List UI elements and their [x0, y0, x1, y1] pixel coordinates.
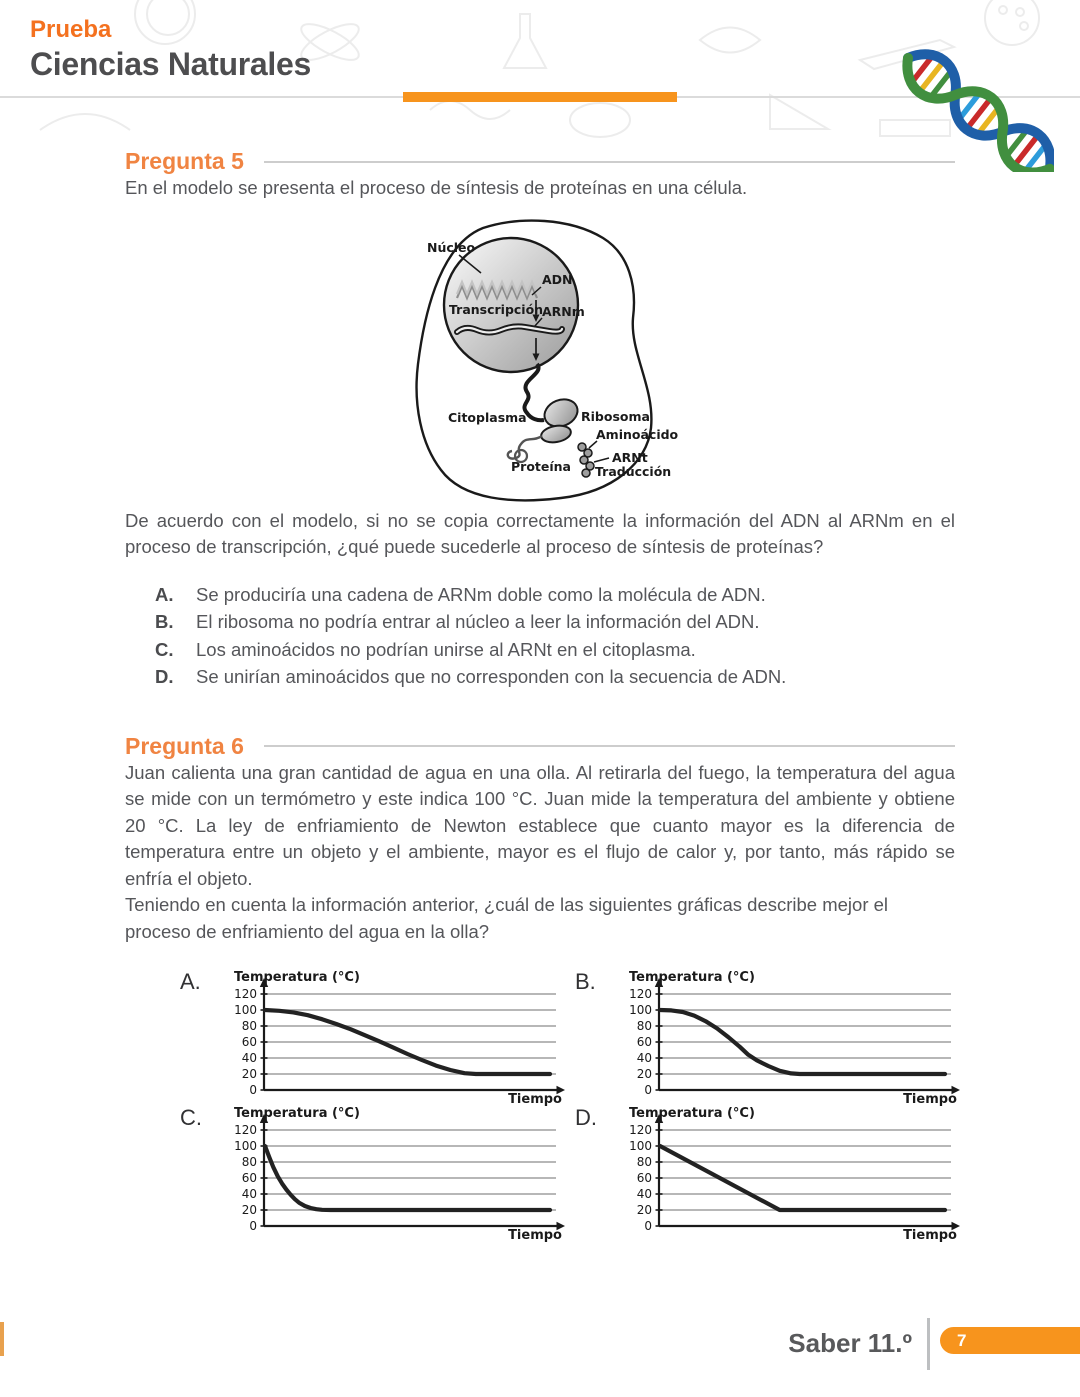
question-6-paragraph-1: Juan calienta una gran cantidad de agua en una olla. Al retirarla del fuego, la temperatura del agua se mide con un termómetro y este indica 100 °C. Juan mide la temperatura del ambiente y obtiene 20 °C. La ley de enfriamiento de Newton establece que cuanto mayor es la diferencia de temperatura entre un objeto y el ambiente, mayor es el flujo de calor y, por tanto, más rápido se enfría el objeto.	[125, 761, 955, 889]
svg-text:0: 0	[644, 1219, 652, 1234]
question-6-label: Pregunta 6	[125, 732, 244, 759]
left-edge-mark	[0, 1322, 4, 1356]
svg-text:80: 80	[636, 1019, 652, 1034]
option-b-letter: B.	[155, 611, 174, 632]
chart-option-label: B.	[575, 969, 596, 994]
svg-text:0: 0	[249, 1083, 257, 1098]
option-a	[125, 581, 955, 609]
svg-text:0: 0	[644, 1083, 652, 1098]
svg-text:60: 60	[636, 1171, 652, 1186]
question-5-options	[125, 581, 955, 691]
svg-text:120: 120	[234, 987, 257, 1002]
svg-text:60: 60	[636, 1035, 652, 1050]
label-traduccion: Traducción	[595, 463, 672, 479]
label-adn: ADN	[542, 271, 573, 287]
chart-y-title: Temperatura (°C)	[234, 1106, 360, 1121]
svg-text:40: 40	[241, 1051, 257, 1066]
label-proteina: Proteína	[511, 458, 571, 474]
answer-charts-grid	[180, 970, 955, 1242]
header-accent-bar	[403, 92, 677, 102]
svg-text:120: 120	[629, 1123, 652, 1138]
svg-text:0: 0	[249, 1219, 257, 1234]
svg-text:80: 80	[636, 1155, 652, 1170]
svg-text:60: 60	[241, 1171, 257, 1186]
question-5-heading	[125, 148, 955, 175]
label-nucleo: Núcleo	[427, 239, 476, 255]
question-5-text: De acuerdo con el modelo, si no se copia correctamente la información del ADN al ARNm en el proceso de transcripción, ¿qué puede sucederle al proceso de síntesis de proteínas?	[125, 509, 955, 557]
svg-text:40: 40	[241, 1187, 257, 1202]
svg-text:100: 100	[234, 1139, 257, 1154]
label-aminoacido: Aminoácido	[596, 426, 679, 442]
svg-text:100: 100	[629, 1139, 652, 1154]
option-c-letter: C.	[155, 638, 174, 660]
svg-text:60: 60	[241, 1035, 257, 1050]
option-d-text: Se unirían aminoácidos que no corresponden con la secuencia de ADN.	[196, 666, 787, 687]
option-d-letter: D.	[155, 666, 174, 687]
chart-option-label: D.	[575, 1105, 597, 1130]
option-a-text: Se produciría una cadena de ARNm doble como la molécula de ADN.	[196, 583, 766, 605]
chart-panel-d	[575, 1106, 970, 1242]
svg-text:20: 20	[636, 1067, 652, 1082]
question-6-paragraph-2: Teniendo en cuenta la información anterior, ¿cuál de las siguientes gráficas describe mejor el proceso de enfriamiento del agua en la olla?	[125, 894, 889, 942]
label-ribosoma: Ribosoma	[581, 408, 650, 424]
chart-d	[613, 1106, 963, 1242]
chart-x-label: Tiempo	[903, 1228, 957, 1242]
chart-option-label: C.	[180, 1105, 202, 1130]
svg-text:40: 40	[636, 1187, 652, 1202]
svg-text:100: 100	[234, 1003, 257, 1018]
question-5-intro: En el modelo se presenta el proceso de síntesis de proteínas en una célula.	[125, 177, 748, 198]
svg-text:40: 40	[636, 1051, 652, 1066]
svg-text:20: 20	[636, 1203, 652, 1218]
svg-text:100: 100	[629, 1003, 652, 1018]
chart-y-title: Temperatura (°C)	[629, 1106, 755, 1121]
svg-text:120: 120	[629, 987, 652, 1002]
question-5-rule	[264, 161, 955, 163]
option-b	[125, 608, 955, 636]
chart-panel-a	[180, 970, 575, 1106]
page-content	[0, 148, 1080, 1242]
header-kicker: Prueba	[30, 16, 112, 43]
svg-text:20: 20	[241, 1067, 257, 1082]
chart-b	[613, 970, 963, 1106]
question-6-heading	[125, 733, 955, 760]
chart-c	[218, 1106, 568, 1242]
option-c-text: Los aminoácidos no podrían unirse al ARNt en el citoplasma.	[196, 638, 696, 660]
label-transcripcion: Transcripción	[449, 301, 544, 317]
chart-panel-c	[180, 1106, 575, 1242]
chart-option-label: A.	[180, 969, 201, 994]
page-number-badge: 7	[940, 1327, 1080, 1354]
option-a-letter: A.	[155, 583, 174, 605]
chart-panel-b	[575, 970, 970, 1106]
label-arnt: ARNt	[612, 449, 648, 465]
svg-text:80: 80	[241, 1019, 257, 1034]
svg-text:20: 20	[241, 1203, 257, 1218]
label-citoplasma: Citoplasma	[448, 409, 527, 425]
protein-synthesis-diagram	[385, 208, 695, 508]
option-d	[125, 663, 955, 691]
chart-x-label: Tiempo	[903, 1092, 957, 1106]
option-b-text: El ribosoma no podría entrar al núcleo a leer la información del ADN.	[196, 611, 760, 632]
chart-a	[218, 970, 568, 1106]
chart-y-title: Temperatura (°C)	[629, 970, 755, 985]
label-arnm: ARNm	[542, 303, 585, 319]
chart-y-title: Temperatura (°C)	[234, 970, 360, 985]
chart-x-label: Tiempo	[508, 1092, 562, 1106]
question-6-rule	[264, 745, 955, 747]
option-c	[125, 636, 955, 664]
footer-brand: Saber 11.º	[788, 1328, 912, 1358]
page-footer	[0, 1312, 1080, 1382]
page-header	[0, 0, 1080, 126]
question-5-label: Pregunta 5	[125, 148, 244, 174]
footer-divider	[927, 1318, 930, 1370]
page-title: Ciencias Naturales	[30, 46, 311, 82]
svg-text:120: 120	[234, 1123, 257, 1138]
svg-text:80: 80	[241, 1155, 257, 1170]
chart-x-label: Tiempo	[508, 1228, 562, 1242]
